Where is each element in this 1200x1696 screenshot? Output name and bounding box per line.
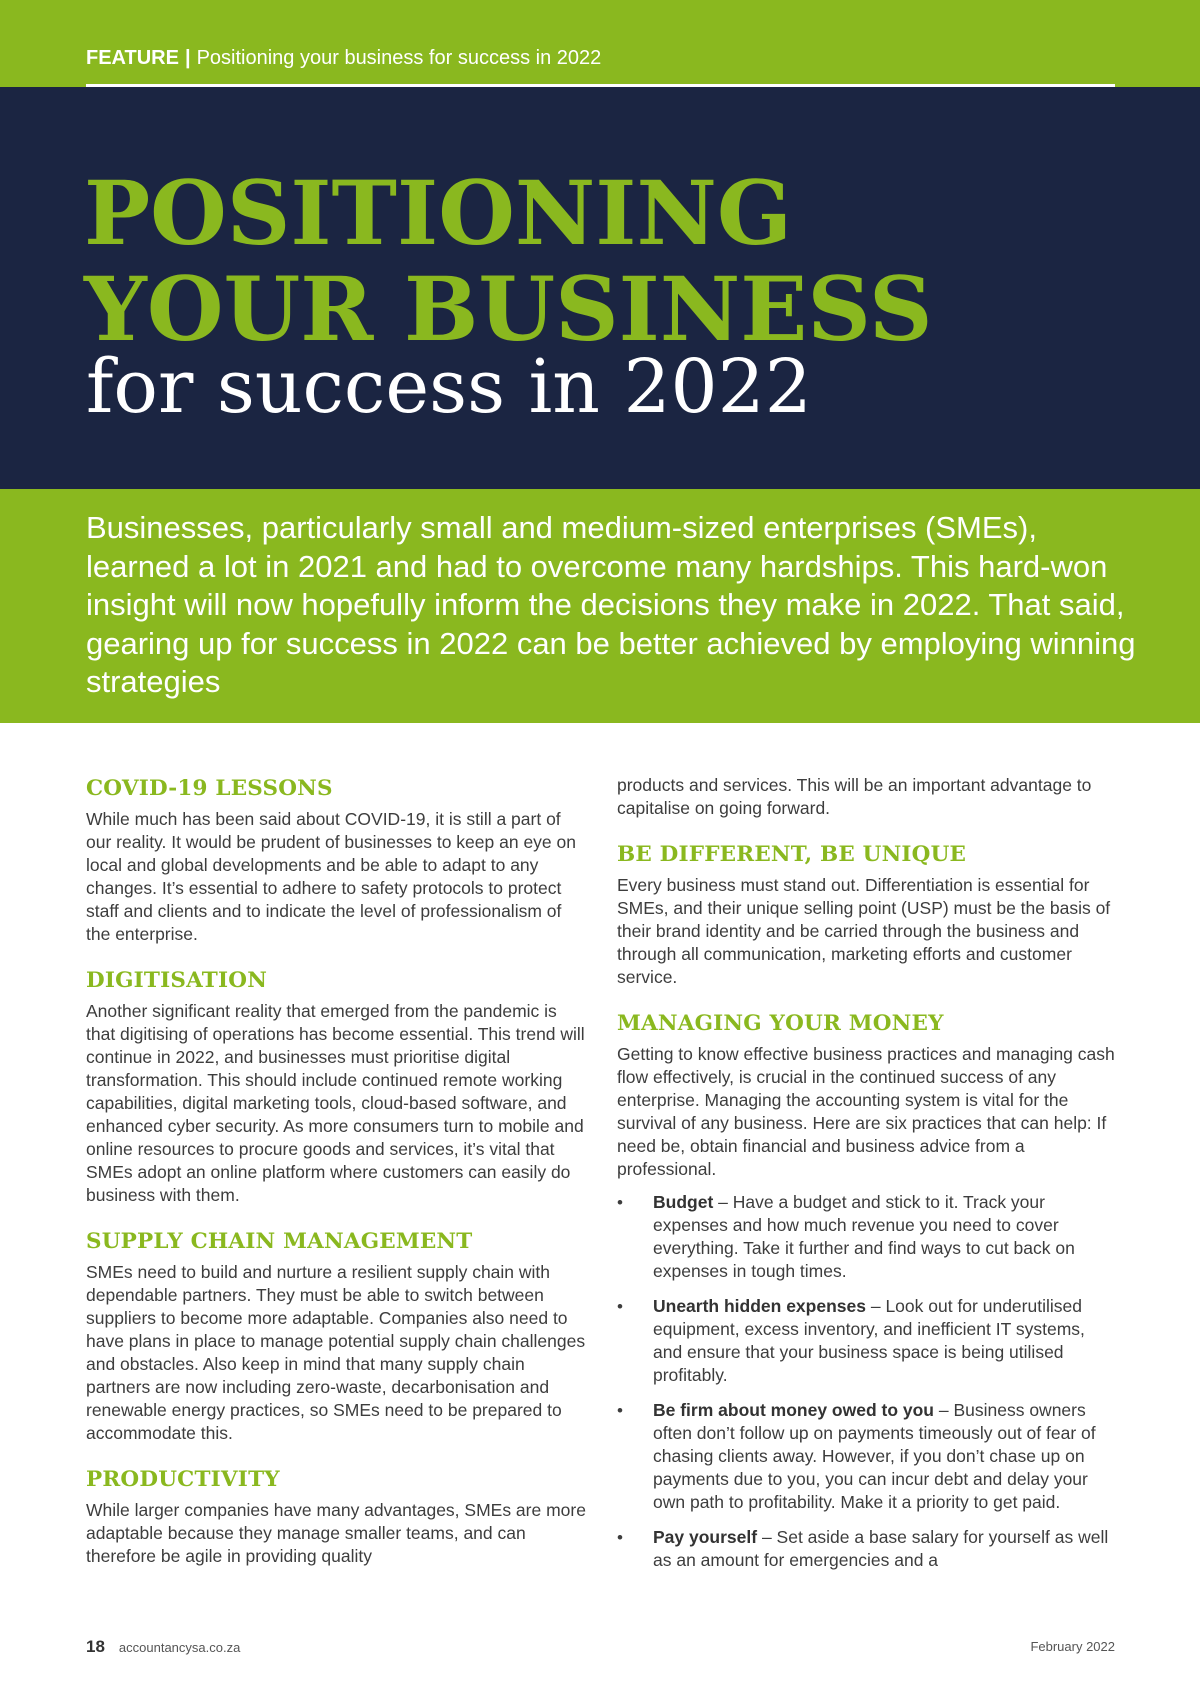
body-supply-chain: SMEs need to build and nurture a resilient supply chain with dependable partners. They must be able to switch between suppliers to become more adaptable. Companies also need to have plans in place to manage potential supply chain challenges and obstacles. Also keep in mind that many supply chain partners are now including zero-waste, decarbonisation and renewable energy practices, so SMEs need to be prepared to accommodate this.	[86, 1262, 586, 1443]
heading-digitisation: DIGITISATION	[86, 968, 268, 993]
bullet-icon: •	[617, 1297, 623, 1316]
section-separator: |	[184, 47, 191, 69]
left-column	[86, 776, 586, 1590]
heading-money: MANAGING YOUR MONEY	[617, 1011, 944, 1036]
lead-banner	[0, 489, 1200, 723]
hero-banner	[0, 87, 1200, 489]
list-item	[617, 1399, 1117, 1514]
list-item-title: Pay yourself	[653, 1527, 758, 1547]
list-item	[617, 1526, 1117, 1572]
page-number: 18	[86, 1637, 105, 1656]
list-item	[617, 1295, 1117, 1387]
list-item-title: Be firm about money owed to you	[653, 1400, 934, 1420]
section-subtitle: Positioning your business for success in 2022	[196, 47, 602, 69]
headline-line-2: YOUR BUSINESS	[84, 257, 933, 361]
list-item-title: Unearth hidden expenses	[653, 1296, 866, 1316]
heading-supply-chain: SUPPLY CHAIN MANAGEMENT	[86, 1229, 473, 1254]
body-unique: Every business must stand out. Differentiation is essential for SMEs, and their unique selling point (USP) must be the basis of their brand identity and be carried through the business and through all communication, marketing efforts and customer service.	[617, 875, 1111, 987]
footer-website: accountancysa.co.za	[118, 1640, 241, 1655]
money-practices-list	[617, 1191, 1117, 1572]
body-productivity: While larger companies have many advantages, SMEs are more adaptable because they manage smaller teams, and can therefore be agile in providing quality	[86, 1500, 586, 1566]
list-item-text: – Look out for underutilised equipment, excess inventory, and inefficient IT systems, and ensure that your business space is being utilised profitably.	[653, 1296, 1085, 1385]
list-item-text: – Business owners often don’t follow up on payments timeously out of fear of chasing clients away. However, if you don’t chase up on payments due to you, you can incur debt and delay your own path to profitability. Make it a priority to get paid.	[653, 1400, 1096, 1512]
heading-covid: COVID-19 LESSONS	[86, 776, 333, 801]
body-productivity-continued: products and services. This will be an important advantage to capitalise on going forward.	[617, 775, 1092, 818]
heading-productivity: PRODUCTIVITY	[86, 1467, 280, 1492]
bullet-icon: •	[617, 1528, 623, 1547]
list-item-text: – Set aside a base salary for yourself as well as an amount for emergencies and a	[653, 1527, 1109, 1570]
headline-subline: for success in 2022	[86, 344, 812, 430]
lead-paragraph: Businesses, particularly small and medium-sized enterprises (SMEs), learned a lot in 2021 and had to overcome many hardships. This hard-won insight will now hopefully inform the decisions they make in 2022. That said, gearing up for success in 2022 can be better achieved by employing winning strategies	[86, 510, 1136, 699]
body-covid: While much has been said about COVID-19, it is still a part of our reality. It would be prudent of businesses to keep an eye on local and global developments and be able to adapt to any changes. It’s essential to adhere to safety protocols to protect staff and clients and to indicate the level of professionalism of the enterprise.	[86, 809, 576, 944]
list-item	[617, 1191, 1117, 1283]
list-item-text: – Have a budget and stick to it. Track your expenses and how much revenue you need to cover everything. Take it further and find ways to cut back on expenses in tough times.	[653, 1192, 1075, 1281]
bullet-icon: •	[617, 1193, 623, 1212]
body-money: Getting to know effective business practices and managing cash flow effectively, is crucial in the continued success of any enterprise. Managing the accounting system is vital for the survival of any business. Here are six practices that can help: If need be, obtain financial and business advice from a professional.	[617, 1044, 1115, 1179]
page-footer	[86, 1637, 1115, 1661]
headline-line-1: POSITIONING	[84, 161, 793, 265]
heading-unique: BE DIFFERENT, BE UNIQUE	[617, 842, 967, 867]
bullet-icon: •	[617, 1401, 623, 1420]
section-label	[86, 47, 601, 70]
headline	[84, 161, 933, 361]
right-column	[617, 774, 1117, 1584]
list-item-title: Budget	[653, 1192, 714, 1212]
body-digitisation: Another significant reality that emerged from the pandemic is that digitising of operations has become essential. This trend will continue in 2022, and businesses must prioritise digital transformation. This should include continued remote working capabilities, digital marketing tools, cloud-based software, and enhanced cyber security. As more consumers turn to mobile and online resources to procure goods and services, it’s vital that SMEs adopt an online platform where customers can easily do business with them.	[86, 1001, 585, 1205]
top-banner	[0, 0, 1200, 87]
section-name: FEATURE	[86, 47, 179, 69]
footer-date: February 2022	[1030, 1639, 1115, 1654]
